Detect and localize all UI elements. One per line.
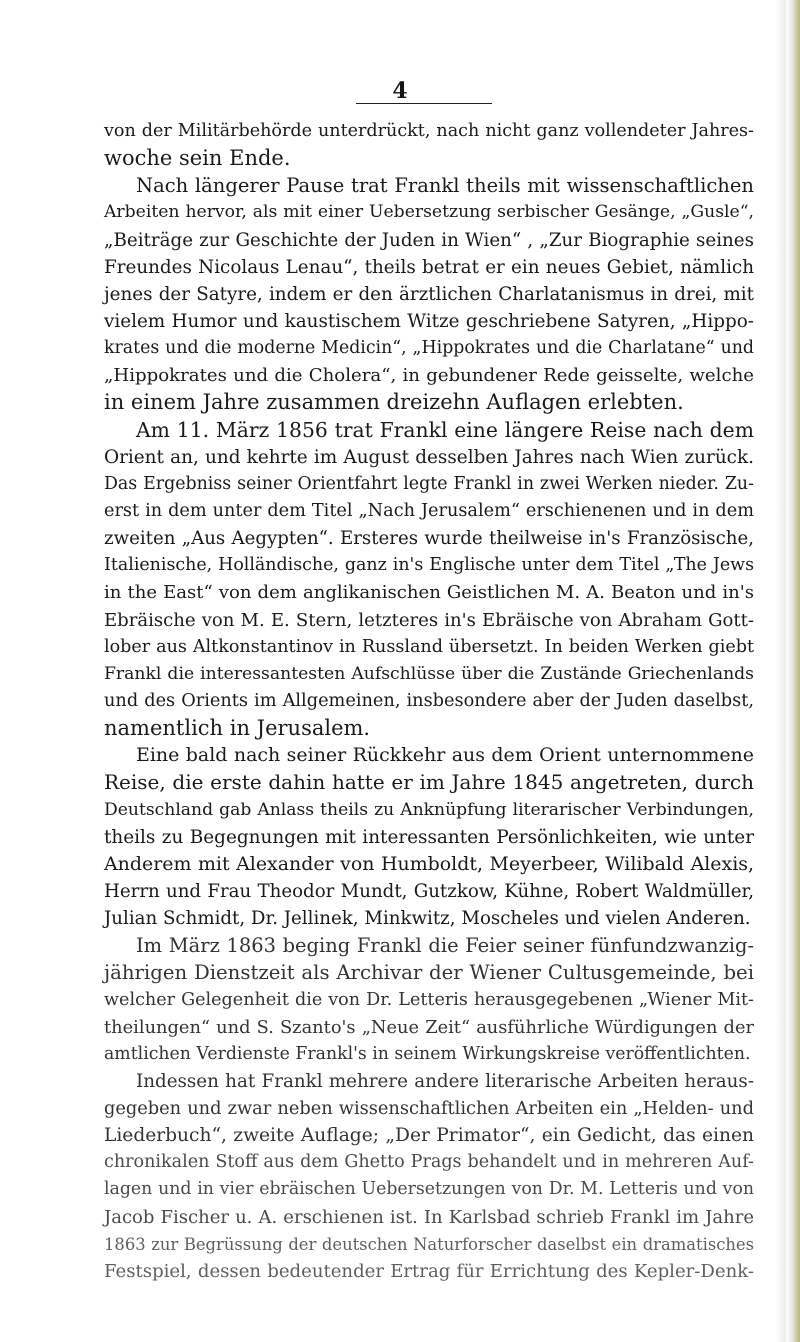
text-line: Ebräische von M. E. Stern, letzteres in's Ebräische von Abraham Gott- <box>104 609 754 631</box>
text-line: in the East“ von dem anglikanischen Geistlichen M. A. Beaton und in's <box>104 582 754 604</box>
text-line: woche sein Ende. <box>104 146 291 171</box>
text-line: Eine bald nach seiner Rückkehr aus dem Orient unternommene <box>136 744 754 767</box>
text-line: lagen und in vier ebräischen Uebersetzungen von Dr. M. Letteris und von <box>104 1179 754 1200</box>
text-line: namentlich in Jerusalem. <box>104 716 371 741</box>
text-line: Italienische, Holländische, ganz in's Englische unter dem Titel „The Jews <box>104 555 754 576</box>
text-line: Deutschland gab Anlass theils zu Anknüpfung literarischer Verbindungen, <box>104 799 754 820</box>
text-line: vielem Humor und kaustischem Witze geschriebene Satyren, „Hippo- <box>104 310 754 332</box>
text-line: chronikalen Stoff aus dem Ghetto Prags behandelt und in mehreren Auf- <box>104 1152 754 1173</box>
text-line: „Beiträge zur Geschichte der Juden in Wien“ , „Zur Biographie seines <box>104 229 754 251</box>
text-line: Anderem mit Alexander von Humboldt, Meyerbeer, Wilibald Alexis, <box>104 852 754 875</box>
text-line: erst in dem unter dem Titel „Nach Jerusalem“ erschienenen und in dem <box>104 500 754 521</box>
text-line: Freundes Nicolaus Lenau“, theils betrat er ein neues Gebiet, nämlich <box>104 256 754 278</box>
text-line: welcher Gelegenheit die von Dr. Letteris herausgegebenen „Wiener Mit- <box>104 989 754 1010</box>
page-number-rule <box>356 103 492 104</box>
text-line: Arbeiten hervor, als mit einer Uebersetzung serbischer Gesänge, „Gusle“, <box>104 202 754 223</box>
text-line: Jacob Fischer u. A. erschienen ist. In Karlsbad schrieb Frankl im Jahre <box>104 1206 754 1228</box>
text-line: Am 11. März 1856 trat Frankl eine längere Reise nach dem <box>136 417 754 442</box>
text-line: von der Militärbehörde unterdrückt, nach nicht ganz vollendeter Jahres- <box>104 121 754 141</box>
text-line: Liederbuch“, zweite Auflage; „Der Primator“, ein Gedicht, das einen <box>104 1125 754 1147</box>
text-line: lober aus Altkonstantinov in Russland übersetzt. In beiden Werken giebt <box>104 636 754 657</box>
text-line: jährigen Dienstzeit als Archivar der Wiener Cultusgemeinde, bei <box>104 961 754 985</box>
text-line: in einem Jahre zusammen dreizehn Auflagen erlebten. <box>104 390 684 415</box>
text-line: 1863 zur Begrüssung der deutschen Naturforscher daselbst ein dramatisches <box>104 1234 754 1254</box>
text-line: theils zu Begegnungen mit interessanten Persönlichkeiten, wie unter <box>104 826 754 848</box>
text-line: zweiten „Aus Aegypten“. Ersteres wurde theilweise in's Französische, <box>104 528 754 550</box>
page-binding-edge <box>786 0 800 1342</box>
text-line: Orient an, und kehrte im August desselben Jahres nach Wien zurück. <box>104 446 754 468</box>
text-line: theilungen“ und S. Szanto's „Neue Zeit“ ausführliche Würdigungen der <box>104 1016 754 1038</box>
text-line: Nach längerer Pause trat Frankl theils mit wissenschaftlichen <box>136 174 754 198</box>
text-line: Festspiel, dessen bedeutender Ertrag für Errichtung des Kepler-Denk- <box>104 1260 754 1282</box>
text-line: Das Ergebniss seiner Orientfahrt legte Frankl in zwei Werken nieder. Zu- <box>104 473 754 494</box>
text-line: gegeben und zwar neben wissenschaftlichen Arbeiten ein „Helden- und <box>104 1098 754 1120</box>
text-line: Im März 1863 beging Frankl die Feier seiner fünfundzwanzig- <box>136 934 754 958</box>
text-line: Herrn und Frau Theodor Mundt, Gutzkow, Kühne, Robert Waldmüller, <box>104 880 754 902</box>
text-line: krates und die moderne Medicin“, „Hippokrates und die Charlatane“ und <box>104 338 754 359</box>
text-line: „Hippokrates und die Cholera“, in gebundener Rede geisselte, welche <box>104 365 754 387</box>
text-line: amtlichen Verdienste Frankl's in seinem Wirkungskreise veröffentlichten. <box>104 1043 751 1064</box>
text-line: Frankl die interessantesten Aufschlüsse über die Zustände Griechenlands <box>104 663 754 684</box>
text-line: jenes der Satyre, indem er den ärztlichen Charlatanismus in drei, mit <box>104 283 754 305</box>
text-line: und des Orients im Allgemeinen, insbesondere aber der Juden daselbst, <box>104 690 754 711</box>
text-line: Indessen hat Frankl mehrere andere literarische Arbeiten heraus- <box>136 1070 754 1092</box>
body-text <box>104 118 754 1285</box>
text-line: Reise, die erste dahin hatte er im Jahre 1845 angetreten, durch <box>104 770 754 795</box>
page-binding-shadow <box>776 0 786 1342</box>
page-number: 4 <box>392 78 408 104</box>
text-line: Julian Schmidt, Dr. Jellinek, Minkwitz, Moscheles und vielen Anderen. <box>104 908 751 930</box>
